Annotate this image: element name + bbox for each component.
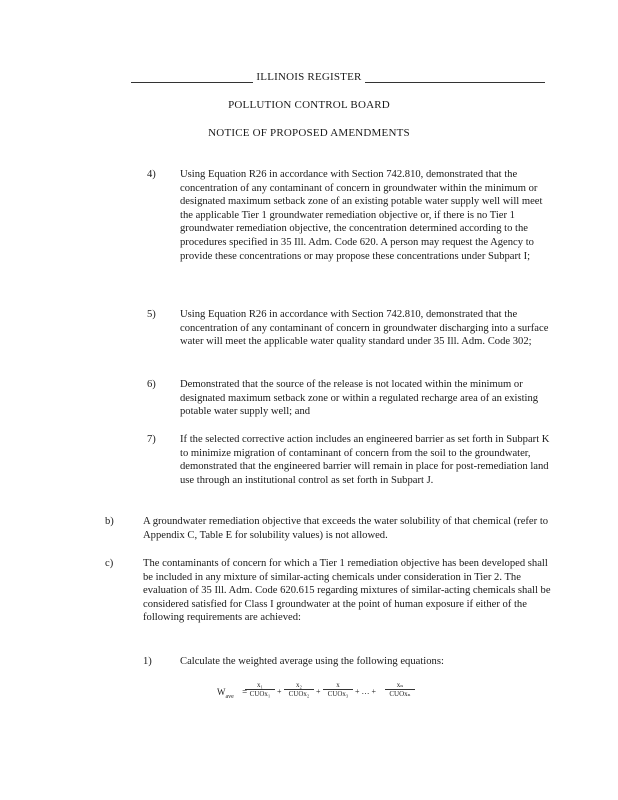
item-text: Calculate the weighted average using the following equations: <box>180 656 444 667</box>
item-text: The contaminants of concern for which a Tier 1 remediation objective has been developed shall be included in any mixture of similar-acting chemicals under consideration in Tier 2. The evaluation of 35 Ill. Adm. Code 620.615 regarding mixtures of similar-acting chemicals shall be considered satisfied for Class I groundwater at the point of human exposure if either of the following requirements are achieved: <box>143 558 551 624</box>
item-text: If the selected corrective action includes an engineered barrier as set forth in Subpart K to minimize migration of contaminant of concern from the soil to the groundwater, demonstrated that the engineered barrier will remain in place for post-remediation land use through an institutional control as set forth in Subpart J. <box>180 434 550 486</box>
equation-operator: + <box>277 687 282 696</box>
equation-operator: + <box>316 687 321 696</box>
item-text: Using Equation R26 in accordance with Section 742.810, demonstrated that the concentration of any contaminant of concern in groundwater discharging into a surface water will meet the applicable water quality standard under 35 Ill. Adm. Code 302; <box>180 309 549 348</box>
equation-lhs: $W_{ave}$ = <box>217 687 248 700</box>
notice-title: NOTICE OF PROPOSED AMENDMENTS <box>208 127 410 139</box>
board-title: POLLUTION CONTROL BOARD <box>228 99 390 111</box>
equation-term: xₙ CUOxₙ <box>385 681 415 698</box>
item-label: 5) <box>147 309 156 320</box>
equation-term: x₁ CUOx₁ <box>245 681 275 698</box>
item-label: 1) <box>143 656 152 667</box>
item-label: b) <box>105 516 114 527</box>
item-text: A groundwater remediation objective that exceeds the water solubility of that chemical (refer to Appendix C, Table E for solubility values) is not allowed. <box>143 516 549 541</box>
item-text: Using Equation R26 in accordance with Section 742.810, demonstrated that the concentration of any contaminant of concern in groundwater within the minimum or designated maximum setback zone of an existing potable water supply well will meet the applicable Tier 1 groundwater remediation objective or, if there is no Tier 1 groundwater remediation objective, the concentration determined according to the procedures specified in 35 Ill. Adm. Code 620. A person may request the Agency to provide these concentrations or may propose these concentrations under Subpart I; <box>180 169 543 262</box>
item-label: 7) <box>147 434 156 445</box>
equation-term: x₂ CUOx₂ <box>284 681 314 698</box>
item-label: c) <box>105 558 114 569</box>
register-title: ILLINOIS REGISTER <box>0 71 618 83</box>
equation-term: x CUOx₃ <box>323 681 353 698</box>
item-label: 4) <box>147 169 156 180</box>
equation-operator: + … + <box>355 687 377 696</box>
item-text: Demonstrated that the source of the release is not located within the minimum or designated maximum setback zone or within a regulated recharge area of an existing potable water supply well; and <box>180 379 539 418</box>
item-label: 6) <box>147 379 156 390</box>
